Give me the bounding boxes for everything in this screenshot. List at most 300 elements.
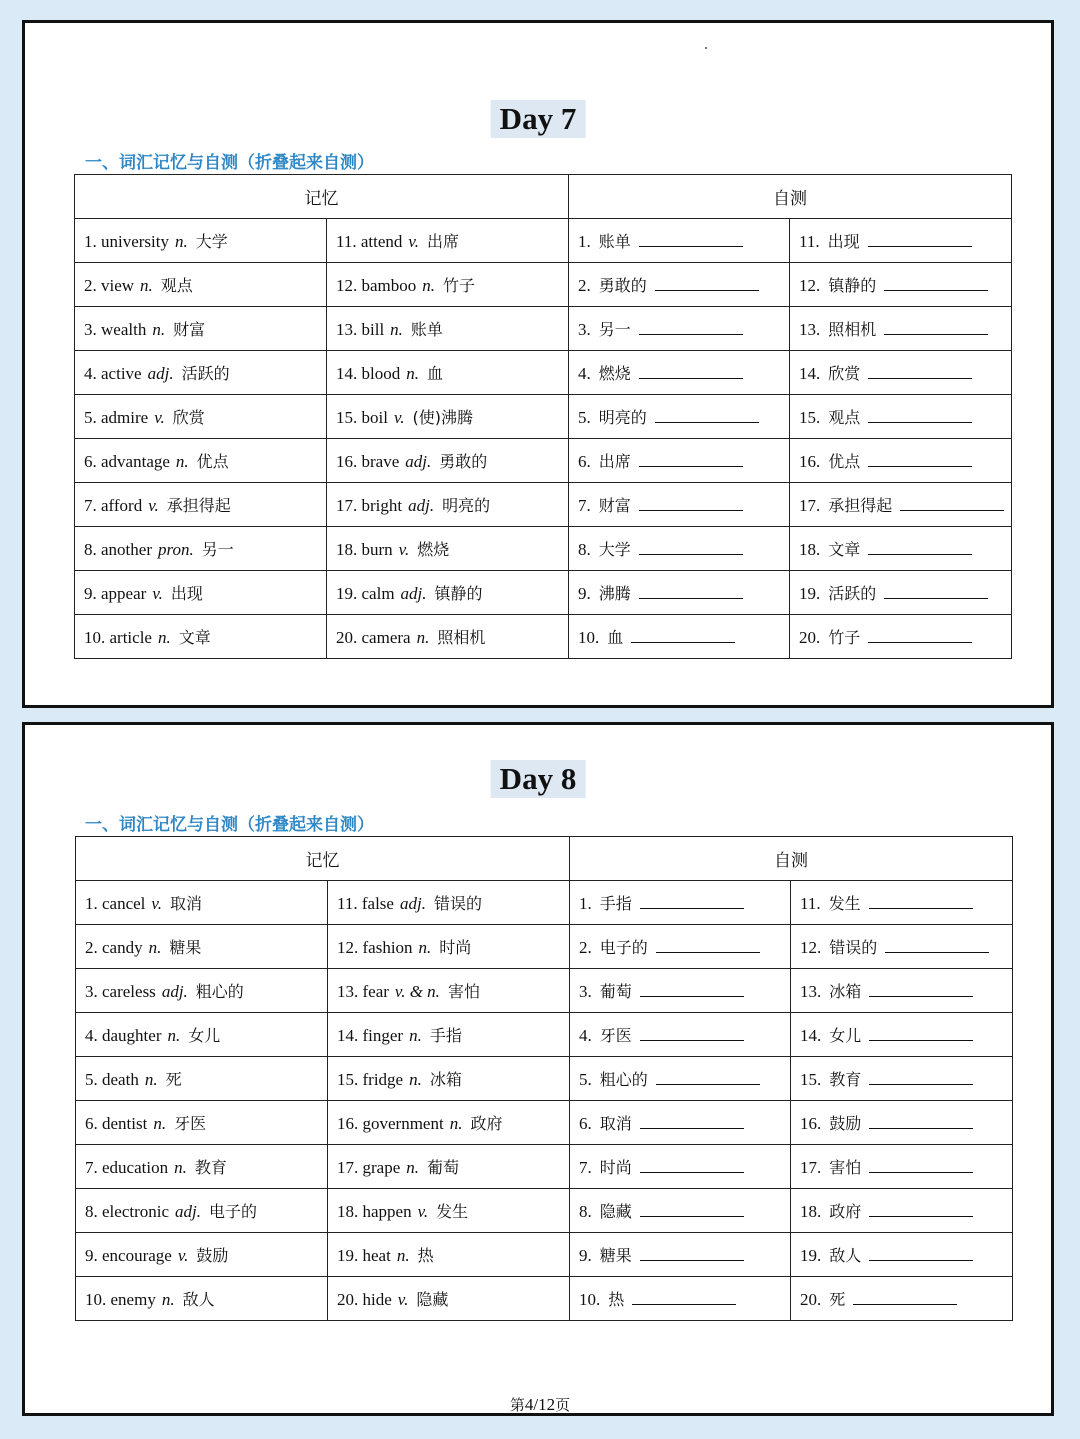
chinese-meaning: 燃烧 — [417, 540, 450, 559]
table-row — [75, 571, 1012, 615]
answer-blank[interactable] — [884, 320, 988, 335]
memory-cell — [76, 1277, 328, 1321]
self-test-cell — [790, 483, 1012, 527]
answer-blank[interactable] — [640, 1202, 744, 1217]
memory-cell — [328, 1057, 570, 1101]
part-of-speech: n. — [416, 628, 430, 647]
part-of-speech: n. — [157, 628, 171, 647]
chinese-meaning: 教育 — [194, 1158, 227, 1177]
memory-cell — [76, 1057, 328, 1101]
memory-cell — [327, 219, 569, 263]
answer-blank[interactable] — [868, 628, 972, 643]
part-of-speech: adj. — [161, 982, 188, 1001]
answer-blank[interactable] — [868, 232, 972, 247]
test-number: 14. — [799, 364, 821, 383]
vocab-word: 14. blood — [336, 364, 401, 383]
test-number: 4. — [578, 364, 591, 383]
test-number: 4. — [579, 1026, 592, 1045]
test-prompt: 粗心的 — [599, 1070, 648, 1089]
part-of-speech: n. — [390, 320, 403, 339]
answer-blank[interactable] — [640, 1114, 744, 1129]
test-prompt: 错误的 — [829, 938, 878, 957]
memory-cell — [76, 1013, 328, 1057]
test-prompt: 燃烧 — [598, 364, 631, 383]
vocab-word: 3. wealth — [84, 320, 147, 339]
part-of-speech: adj. — [405, 452, 432, 471]
memory-cell — [328, 925, 570, 969]
table-row — [75, 439, 1012, 483]
answer-blank[interactable] — [869, 1114, 973, 1129]
answer-blank[interactable] — [640, 1026, 744, 1041]
part-of-speech: adj. — [175, 1202, 201, 1221]
day7-section-title: 一、词汇记忆与自测（折叠起来自测） — [85, 153, 374, 173]
test-number: 19. — [799, 584, 821, 603]
test-number: 6. — [579, 1114, 592, 1133]
part-of-speech: n. — [406, 364, 419, 383]
table-row — [75, 351, 1012, 395]
memory-cell — [75, 615, 327, 659]
self-test-cell — [570, 1277, 791, 1321]
part-of-speech: adj. — [147, 364, 174, 383]
test-number: 8. — [578, 540, 591, 559]
test-number: 7. — [578, 496, 591, 515]
table-row — [76, 1145, 1013, 1189]
answer-blank[interactable] — [655, 276, 759, 291]
memory-cell — [75, 395, 327, 439]
answer-blank[interactable] — [640, 1158, 744, 1173]
test-prompt: 财富 — [598, 496, 631, 515]
vocab-word: 16. brave — [336, 452, 400, 471]
test-number: 11. — [799, 232, 820, 251]
answer-blank[interactable] — [885, 938, 989, 953]
vocab-word: 17. bright — [336, 496, 403, 515]
answer-blank[interactable] — [853, 1290, 957, 1305]
answer-blank[interactable] — [868, 364, 972, 379]
table-row — [75, 395, 1012, 439]
self-test-cell — [790, 263, 1012, 307]
day7-vocab-table — [74, 174, 1012, 659]
memory-cell — [327, 307, 569, 351]
table-row — [75, 615, 1012, 659]
part-of-speech: n. — [175, 232, 188, 251]
part-of-speech: adj. — [408, 496, 435, 515]
table-row — [75, 527, 1012, 571]
test-number: 15. — [799, 408, 821, 427]
table-row — [76, 1057, 1013, 1101]
memory-cell — [328, 969, 570, 1013]
chinese-meaning: 发生 — [436, 1202, 469, 1221]
memory-cell — [76, 1189, 328, 1233]
vocab-word: 9. encourage — [85, 1246, 172, 1265]
test-prompt: 葡萄 — [599, 982, 632, 1001]
answer-blank[interactable] — [640, 982, 744, 997]
answer-blank[interactable] — [868, 540, 972, 555]
test-prompt: 冰箱 — [829, 982, 862, 1001]
test-number: 16. — [799, 452, 821, 471]
day8-sheet — [22, 722, 1054, 1416]
chinese-meaning: 错误的 — [433, 894, 482, 913]
answer-blank[interactable] — [639, 452, 743, 467]
day7-sheet — [22, 20, 1054, 708]
table-row — [75, 263, 1012, 307]
chinese-meaning: 隐藏 — [416, 1290, 449, 1309]
answer-blank[interactable] — [869, 1158, 973, 1173]
test-prompt: 承担得起 — [828, 496, 893, 515]
self-test-cell — [791, 1013, 1013, 1057]
self-test-cell — [569, 395, 790, 439]
self-test-cell — [569, 307, 790, 351]
vocab-word: 19. calm — [336, 584, 395, 603]
part-of-speech: v. — [151, 894, 162, 913]
answer-blank[interactable] — [656, 938, 760, 953]
answer-blank[interactable] — [868, 408, 972, 423]
memory-cell — [75, 263, 327, 307]
test-prompt: 敌人 — [829, 1246, 862, 1265]
self-test-cell — [791, 1101, 1013, 1145]
answer-blank[interactable] — [884, 276, 988, 291]
self-test-cell — [570, 1013, 791, 1057]
vocab-word: 4. active — [84, 364, 142, 383]
memory-cell — [75, 483, 327, 527]
chinese-meaning: 承担得起 — [166, 496, 231, 515]
chinese-meaning: 时尚 — [439, 938, 472, 957]
self-test-cell — [791, 1277, 1013, 1321]
answer-blank[interactable] — [631, 628, 735, 643]
vocab-word: 7. education — [85, 1158, 169, 1177]
part-of-speech: v. — [148, 496, 159, 515]
part-of-speech: n. — [167, 1026, 181, 1045]
answer-blank[interactable] — [639, 540, 743, 555]
vocab-word: 12. bamboo — [336, 276, 417, 295]
answer-blank[interactable] — [869, 1026, 973, 1041]
self-test-cell — [791, 881, 1013, 925]
vocab-word: 18. burn — [336, 540, 393, 559]
test-number: 18. — [799, 540, 821, 559]
test-prompt: 欣赏 — [828, 364, 861, 383]
answer-blank[interactable] — [869, 1202, 973, 1217]
answer-blank[interactable] — [656, 1070, 760, 1085]
table-row — [75, 483, 1012, 527]
memory-cell — [76, 1101, 328, 1145]
memory-cell — [76, 925, 328, 969]
answer-blank[interactable] — [869, 1246, 973, 1261]
test-prompt: 优点 — [828, 452, 861, 471]
table-row — [76, 1233, 1013, 1277]
memory-cell — [327, 615, 569, 659]
vocab-word: 8. electronic — [85, 1202, 170, 1221]
part-of-speech: v. — [152, 584, 163, 603]
part-of-speech: adj. — [399, 894, 426, 913]
day8-section-title: 一、词汇记忆与自测（折叠起来自测） — [85, 815, 374, 835]
part-of-speech: v. — [417, 1202, 429, 1221]
test-prompt: 电子的 — [599, 938, 648, 957]
part-of-speech: n. — [175, 452, 189, 471]
test-prompt: 竹子 — [828, 628, 861, 647]
test-number: 9. — [578, 584, 591, 603]
day8-vocab-table — [75, 836, 1013, 1321]
part-of-speech: n. — [396, 1246, 410, 1265]
test-prompt: 勇敢的 — [598, 276, 647, 295]
part-of-speech: v. — [397, 1290, 409, 1309]
test-prompt: 出席 — [598, 452, 631, 471]
vocab-word: 8. another — [84, 540, 152, 559]
answer-blank[interactable] — [869, 982, 973, 997]
chinese-meaning: 死 — [165, 1070, 182, 1089]
test-prompt: 取消 — [599, 1114, 632, 1133]
chinese-meaning: 取消 — [169, 894, 202, 913]
memory-cell — [76, 881, 328, 925]
chinese-meaning: 电子的 — [209, 1202, 258, 1221]
vocab-word: 5. death — [85, 1070, 139, 1089]
test-prompt: 隐藏 — [599, 1202, 632, 1221]
chinese-meaning: 女儿 — [188, 1026, 221, 1045]
vocab-word: 1. cancel — [85, 894, 146, 913]
test-prompt: 出现 — [827, 232, 860, 251]
part-of-speech: n. — [153, 1114, 167, 1133]
self-test-cell — [790, 219, 1012, 263]
vocab-word: 10. article — [84, 628, 152, 647]
answer-blank[interactable] — [640, 894, 744, 909]
table-row — [76, 969, 1013, 1013]
test-prompt: 热 — [608, 1290, 625, 1309]
part-of-speech: v. & n. — [394, 982, 440, 1001]
test-number: 9. — [579, 1246, 592, 1265]
self-test-cell — [569, 263, 790, 307]
chinese-meaning: 账单 — [410, 320, 443, 339]
chinese-meaning: 冰箱 — [429, 1070, 462, 1089]
memory-cell — [328, 1233, 570, 1277]
self-test-cell — [569, 351, 790, 395]
chinese-meaning: 优点 — [196, 452, 229, 471]
table-row — [76, 881, 1013, 925]
self-test-cell — [790, 527, 1012, 571]
part-of-speech: v. — [398, 540, 410, 559]
day8-title: Day 8 — [491, 760, 586, 798]
footer-suffix: 页 — [555, 1396, 571, 1414]
self-test-cell — [569, 615, 790, 659]
test-number: 7. — [579, 1158, 592, 1177]
self-test-cell — [790, 615, 1012, 659]
part-of-speech: n. — [161, 1290, 175, 1309]
test-number: 17. — [799, 496, 821, 515]
vocab-word: 16. government — [337, 1114, 444, 1133]
test-number: 14. — [800, 1026, 822, 1045]
answer-blank[interactable] — [639, 364, 743, 379]
chinese-meaning: 出席 — [426, 232, 459, 251]
test-number: 20. — [800, 1290, 822, 1309]
test-prompt: 镇静的 — [828, 276, 877, 295]
vocab-word: 10. enemy — [85, 1290, 156, 1309]
self-test-cell — [570, 1145, 791, 1189]
chinese-meaning: 热 — [417, 1246, 434, 1265]
answer-blank[interactable] — [869, 894, 973, 909]
table-row — [76, 925, 1013, 969]
self-test-header: 自测 — [570, 837, 1013, 881]
memory-cell — [76, 969, 328, 1013]
self-test-cell — [570, 1101, 791, 1145]
memory-cell — [328, 1101, 570, 1145]
test-prompt: 血 — [607, 628, 624, 647]
part-of-speech: n. — [174, 1158, 187, 1177]
test-prompt: 沸腾 — [598, 584, 631, 603]
memory-cell — [328, 1277, 570, 1321]
answer-blank[interactable] — [640, 1246, 744, 1261]
test-prompt: 女儿 — [829, 1026, 862, 1045]
answer-blank[interactable] — [868, 452, 972, 467]
self-test-cell — [570, 1189, 791, 1233]
chinese-meaning: 糖果 — [169, 938, 202, 957]
memory-cell — [328, 881, 570, 925]
chinese-meaning: 出现 — [170, 584, 203, 603]
vocab-word: 20. hide — [337, 1290, 392, 1309]
test-number: 1. — [579, 894, 592, 913]
test-prompt: 牙医 — [599, 1026, 632, 1045]
memory-cell — [75, 439, 327, 483]
test-prompt: 时尚 — [599, 1158, 632, 1177]
part-of-speech: n. — [409, 1026, 422, 1045]
test-number: 20. — [799, 628, 821, 647]
chinese-meaning: 手指 — [429, 1026, 462, 1045]
part-of-speech: v. — [177, 1246, 189, 1265]
self-test-cell — [570, 969, 791, 1013]
self-test-cell — [569, 527, 790, 571]
memory-cell — [327, 395, 569, 439]
answer-blank[interactable] — [632, 1290, 736, 1305]
answer-blank[interactable] — [884, 584, 988, 599]
test-number: 12. — [799, 276, 821, 295]
self-test-cell — [569, 439, 790, 483]
chinese-meaning: 鼓励 — [196, 1246, 229, 1265]
day7-rows — [75, 219, 1012, 659]
chinese-meaning: 另一 — [201, 540, 234, 559]
test-number: 3. — [579, 982, 592, 1001]
test-number: 17. — [800, 1158, 822, 1177]
vocab-word: 6. dentist — [85, 1114, 148, 1133]
memory-cell — [327, 351, 569, 395]
memory-cell — [76, 1145, 328, 1189]
vocab-word: 12. fashion — [337, 938, 413, 957]
chinese-meaning: 害怕 — [447, 982, 480, 1001]
test-number: 5. — [578, 408, 591, 427]
part-of-speech: n. — [449, 1114, 463, 1133]
vocab-word: 13. bill — [336, 320, 385, 339]
chinese-meaning: 镇静的 — [434, 584, 483, 603]
test-number: 19. — [800, 1246, 822, 1265]
memory-cell — [76, 1233, 328, 1277]
test-number: 1. — [578, 232, 591, 251]
answer-blank[interactable] — [639, 584, 743, 599]
test-number: 15. — [800, 1070, 822, 1089]
part-of-speech: n. — [406, 1158, 420, 1177]
test-number: 5. — [579, 1070, 592, 1089]
memory-cell — [327, 527, 569, 571]
memory-cell — [75, 351, 327, 395]
test-number: 12. — [800, 938, 822, 957]
self-test-cell — [790, 439, 1012, 483]
self-test-cell — [570, 925, 791, 969]
chinese-meaning: 勇敢的 — [439, 452, 488, 471]
test-number: 6. — [578, 452, 591, 471]
table-header-row — [76, 837, 1013, 881]
memory-header: 记忆 — [76, 837, 570, 881]
memory-cell — [328, 1145, 570, 1189]
self-test-cell — [790, 395, 1012, 439]
chinese-meaning: 文章 — [178, 628, 211, 647]
part-of-speech: pron. — [157, 540, 194, 559]
day8-rows — [76, 881, 1013, 1321]
table-row — [76, 1101, 1013, 1145]
memory-cell — [327, 483, 569, 527]
test-prompt: 鼓励 — [829, 1114, 862, 1133]
memory-cell — [327, 263, 569, 307]
self-test-cell — [791, 1145, 1013, 1189]
test-prompt: 另一 — [598, 320, 631, 339]
test-prompt: 文章 — [828, 540, 861, 559]
chinese-meaning: 照相机 — [437, 628, 486, 647]
part-of-speech: n. — [140, 276, 153, 295]
test-number: 10. — [578, 628, 600, 647]
answer-blank[interactable] — [639, 320, 743, 335]
chinese-meaning: 欣赏 — [172, 408, 205, 427]
chinese-meaning: 观点 — [160, 276, 193, 295]
answer-blank[interactable] — [639, 496, 743, 511]
test-number: 8. — [579, 1202, 592, 1221]
test-prompt: 死 — [829, 1290, 846, 1309]
test-prompt: 害怕 — [829, 1158, 862, 1177]
self-test-cell — [570, 1057, 791, 1101]
memory-cell — [327, 571, 569, 615]
test-prompt: 政府 — [829, 1202, 862, 1221]
test-number: 13. — [799, 320, 821, 339]
test-number: 3. — [578, 320, 591, 339]
part-of-speech: v. — [408, 232, 419, 251]
chinese-meaning: 葡萄 — [427, 1158, 460, 1177]
self-test-cell — [569, 219, 790, 263]
chinese-meaning: 活跃的 — [181, 364, 230, 383]
day7-title: Day 7 — [491, 100, 586, 138]
vocab-word: 17. grape — [337, 1158, 401, 1177]
vocab-word: 13. fear — [337, 982, 389, 1001]
vocab-word: 3. careless — [85, 982, 156, 1001]
test-number: 2. — [578, 276, 591, 295]
test-prompt: 活跃的 — [828, 584, 877, 603]
self-test-cell — [790, 307, 1012, 351]
test-prompt: 教育 — [829, 1070, 862, 1089]
test-number: 2. — [579, 938, 592, 957]
vocab-word: 11. attend — [336, 232, 403, 251]
answer-blank[interactable] — [655, 408, 759, 423]
answer-blank[interactable] — [639, 232, 743, 247]
chinese-meaning: 明亮的 — [442, 496, 491, 515]
part-of-speech: n. — [418, 938, 432, 957]
vocab-word: 9. appear — [84, 584, 147, 603]
vocab-word: 15. boil — [336, 408, 388, 427]
self-test-cell — [790, 351, 1012, 395]
memory-header: 记忆 — [75, 175, 569, 219]
vocab-word: 14. finger — [337, 1026, 404, 1045]
part-of-speech: n. — [152, 320, 166, 339]
part-of-speech: n. — [409, 1070, 422, 1089]
memory-cell — [327, 439, 569, 483]
self-test-cell — [791, 1057, 1013, 1101]
answer-blank[interactable] — [900, 496, 1004, 511]
self-test-cell — [570, 881, 791, 925]
test-prompt: 大学 — [598, 540, 631, 559]
answer-blank[interactable] — [869, 1070, 973, 1085]
chinese-meaning: (使)沸腾 — [412, 408, 473, 427]
self-test-cell — [790, 571, 1012, 615]
vocab-word: 7. afford — [84, 496, 143, 515]
